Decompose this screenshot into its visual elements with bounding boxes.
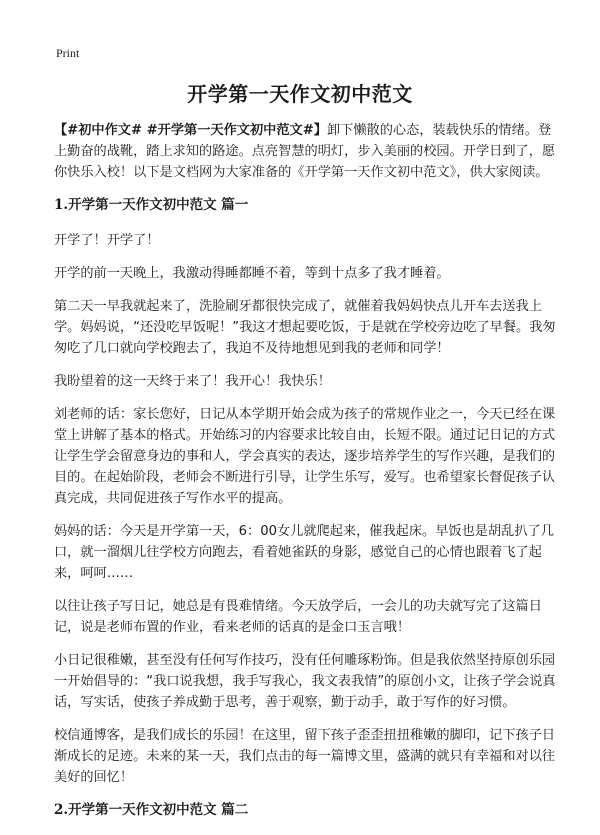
paragraph: 小日记很稚嫩，甚至没有任何写作技巧，没有任何雕琢粉饰。但是我依然坚持原创乐园一开始倡导的：“我口说我想，我手写我心，我文表我情”的原创小文，让孩子学会说真话，写实话，使孩子养成勤于思考，善于观察，勤于动手，敢于写作的好习惯。: [54, 653, 556, 710]
paragraph: 我盼望着的这一天终于来了！我开心！我快乐！: [54, 374, 331, 389]
paragraph: 开学了！开学了！: [54, 233, 160, 248]
intro-tag: 【#初中作文# #开学第一天作文初中范文#】: [54, 123, 327, 138]
paragraph: 以往让孩子写日记，她总是有畏难情绪。今天放学后，一会儿的功夫就写完了这篇日记，说是老师布置的作业，看来老师的话真的是金口玉言哦！: [54, 599, 542, 635]
page-title: 开学第一天作文初中范文: [187, 82, 413, 106]
print-link[interactable]: Print: [56, 46, 80, 60]
paragraph: 校信通博客，是我们成长的乐园！在这里，留下孩子歪歪扭扭稚嫩的脚印，记下孩子日渐成长的足迹。未来的某一天，我们点击的每一篇博文里，盛满的就只有幸福和对以往美好的回忆！: [54, 728, 556, 785]
intro-paragraph: [54, 120, 556, 183]
section-heading: 2.开学第一天作文初中范文 篇二: [54, 802, 249, 818]
article-body: [54, 120, 556, 835]
paragraph: 开学的前一天晚上，我激动得睡都睡不着，等到十点多了我才睡着。: [54, 266, 450, 281]
section-heading: 1.开学第一天作文初中范文 篇一: [54, 197, 249, 213]
intro-text: 卸下懒散的心态，装载快乐的情绪。登上勤奋的战靴，踏上求知的路途。点亮智慧的明灯，步入美丽的校园。开学日到了，愿你快乐入校！以下是文档网为大家准备的《开学第一天作文初中范文》，供大家阅读。: [54, 123, 556, 180]
paragraph: 刘老师的话：家长您好，日记从本学期开始会成为孩子的常规作业之一，今天已经在课堂上讲解了基本的格式。开始练习的内容要求比较自由，长短不限。通过记日记的方式让学生学会留意身边的事和人，学会真实的表达，逐步培养学生的写作兴趣，是我们的目的。在起始阶段，老师会不断进行引导，让学生乐写，爱写。也希望家长督促孩子认真完成，共同促进孩子写作水平的提高。: [54, 407, 556, 506]
paragraph: 妈妈的话：今天是开学第一天，6：00女儿就爬起来，催我起床。早饭也是胡乱扒了几口，就一溜烟儿往学校方向跑去，看着她雀跃的身影，感觉自己的心情也跟着飞了起来，呵呵……: [54, 524, 554, 581]
paragraph: 第二天一早我就起来了，洗脸刷牙都很快完成了，就催着我妈妈快点儿开车去送我上学。妈妈说，“还没吃早饭呢！”我这才想起要吃饭，于是就在学校旁边吃了早餐。我匆匆吃了几口就向学校跑去了，我迫不及待地想见到我的老师和同学！: [54, 299, 556, 356]
